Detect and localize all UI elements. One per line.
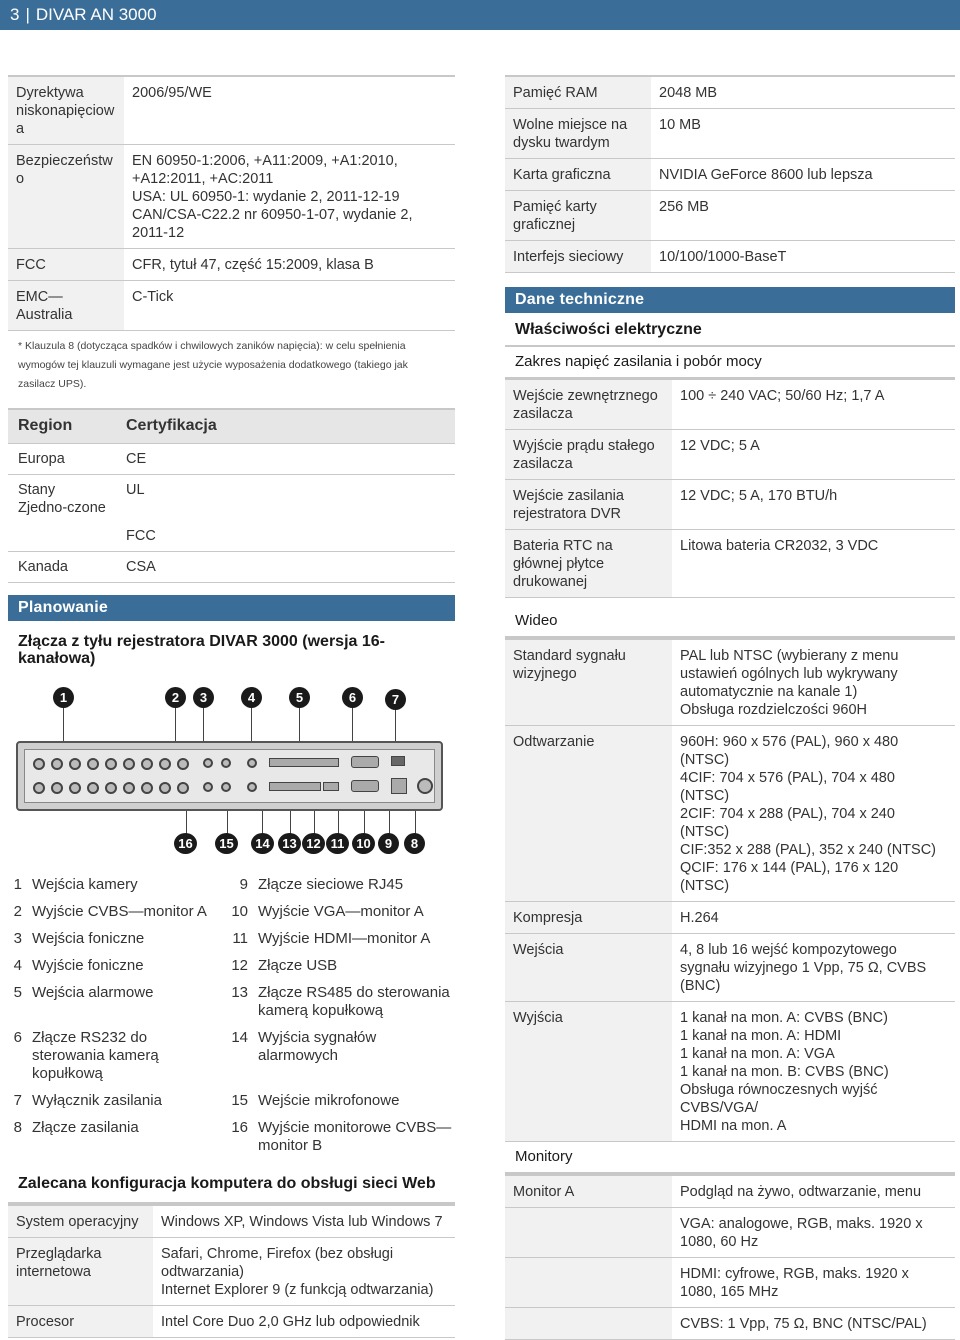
spec-value: Windows XP, Windows Vista lub Windows 7 [153, 1205, 455, 1238]
legend-number: 7 [13, 1091, 22, 1109]
table-header-row [8, 409, 455, 443]
power-connector-icon [417, 778, 433, 794]
region-cell: Kanada [8, 551, 116, 582]
spec-value: 256 MB [651, 191, 955, 241]
legend-row [8, 1026, 455, 1089]
spec-key: Odtwarzanie [505, 726, 672, 902]
spec-value: 10 MB [651, 109, 955, 159]
table-row [505, 76, 955, 109]
bnc-connector-icon [51, 758, 63, 770]
cvbs-out-icon [177, 782, 189, 794]
legend-number: 15 [231, 1091, 248, 1109]
alarm-terminal-icon [269, 758, 339, 767]
page-number: 3 [10, 5, 20, 24]
bnc-connector-icon [33, 758, 45, 770]
callout-badge: 4 [241, 687, 262, 708]
bnc-connector-icon [123, 782, 135, 794]
callout-badge: 12 [302, 833, 325, 854]
bnc-connector-icon [51, 782, 63, 794]
spec-key: System operacyjny [8, 1205, 153, 1238]
spec-value: CVBS: 1 Vpp, 75 Ω, BNC (NTSC/PAL) [672, 1308, 955, 1340]
dvr-rear-panel [16, 741, 443, 811]
legend-text: Złącze sieciowe RJ45 [258, 875, 404, 893]
region-cell: Europa [8, 443, 116, 474]
audio-out-jack-icon [247, 758, 257, 768]
callout-badge: 11 [326, 833, 349, 854]
spec-key: Monitor A [505, 1175, 672, 1208]
callout-badge: 14 [251, 833, 274, 854]
spec-value: VGA: analogowe, RGB, maks. 1920 x 1080, 60 Hz [672, 1208, 955, 1258]
spec-key: Przeglądarka internetowa [8, 1237, 153, 1305]
legend-number: 16 [231, 1118, 248, 1136]
hdmi-port-icon [323, 782, 339, 791]
legend-text: Wyjście HDMI—monitor A [258, 929, 431, 947]
callout-badge: 8 [404, 833, 425, 854]
legend-number: 4 [13, 956, 22, 974]
table-row [8, 76, 455, 145]
spec-value: Intel Core Duo 2,0 GHz lub odpowiednik [153, 1305, 455, 1337]
legend-number: 9 [239, 875, 248, 893]
table-row [8, 443, 455, 474]
spec-value: PAL lub NTSC (wybierany z menu ustawień ogólnych lub wykrywany automatycznie na kanale 1) Obsługa rozdzielczości 960H [672, 639, 955, 726]
right-column [505, 75, 955, 1340]
legend-row [8, 900, 455, 927]
table-row [505, 159, 955, 191]
callout-badge: 9 [378, 833, 399, 854]
spec-key: Standard sygnału wizyjnego [505, 639, 672, 726]
spec-key: Wejście zewnętrznego zasilacza [505, 379, 672, 430]
audio-jack-icon [221, 782, 231, 792]
cvbs-out-icon [177, 758, 189, 770]
legend-number: 12 [231, 956, 248, 974]
spec-value: 4, 8 lub 16 wejść kompozytowego sygnału wizyjnego 1 Vpp, 75 Ω, CVBS (BNC) [672, 934, 955, 1002]
table-row [505, 530, 955, 598]
callout-badge: 5 [289, 687, 310, 708]
table-row [8, 281, 455, 331]
monitors-table [505, 1174, 955, 1340]
spec-value: H.264 [672, 902, 955, 934]
audio-jack-icon [203, 782, 213, 792]
compliance-table [8, 75, 455, 331]
legend-text: Wyjście foniczne [32, 956, 144, 974]
cert-cell [116, 474, 455, 551]
legend-row [8, 927, 455, 954]
callout-badge: 1 [53, 687, 74, 708]
cert-cell: CE [116, 443, 455, 474]
monitors-heading: Monitory [505, 1142, 955, 1174]
bnc-connector-icon [105, 782, 117, 794]
spec-key: Pamięć RAM [505, 76, 651, 109]
callout-badge: 3 [193, 687, 214, 708]
legend-number: 10 [231, 902, 248, 920]
rear-panel-diagram [8, 679, 455, 859]
legend-text: Wejście mikrofonowe [258, 1091, 400, 1109]
table-row [505, 191, 955, 241]
video-table [505, 638, 955, 1142]
spec-value: HDMI: cyfrowe, RGB, maks. 1920 x 1080, 165 MHz [672, 1258, 955, 1308]
spec-value: 2048 MB [651, 76, 955, 109]
column-header-certification: Certyfikacja [116, 409, 455, 443]
spec-value: Litowa bateria CR2032, 3 VDC [672, 530, 955, 598]
spec-key: Pamięć karty graficznej [505, 191, 651, 241]
power-table [505, 378, 955, 598]
spec-key: Wolne miejsce na dysku twardym [505, 109, 651, 159]
spec-value: 12 VDC; 5 A [672, 430, 955, 480]
spec-key: Kompresja [505, 902, 672, 934]
bnc-connector-icon [141, 782, 153, 794]
table-row [505, 1002, 955, 1142]
legend-row [8, 1089, 455, 1116]
legend-row [8, 873, 455, 900]
legend-text: Złącze zasilania [32, 1118, 139, 1136]
table-row [505, 1175, 955, 1208]
table-row [505, 1208, 955, 1258]
spec-key: Wyjścia [505, 1002, 672, 1142]
spec-value: 10/100/1000-BaseT [651, 241, 955, 273]
legend-text: Wyjście CVBS—monitor A [32, 902, 207, 920]
alarm-terminal-icon [269, 782, 321, 791]
spec-key: Dyrektywa niskonapięciow a [8, 76, 124, 145]
planning-heading: Planowanie [8, 595, 455, 621]
footnote: * Klauzula 8 (dotycząca spadków i chwilowych zaników napięcia): w celu spełnienia wymogów tej klauzuli wymagane jest użycie wyposażenia dodatkowego (takiego jak zasilacz UPS). [18, 340, 408, 390]
certification-table [8, 408, 455, 583]
region-label: Stany Zjedno-czone [18, 481, 106, 516]
bnc-connector-icon [69, 782, 81, 794]
audio-jack-icon [221, 758, 231, 768]
connector-legend [8, 873, 455, 1161]
table-row [505, 430, 955, 480]
legend-number: 3 [13, 929, 22, 947]
legend-text: Wyjścia sygnałów alarmowych [258, 1028, 377, 1064]
connectors-title: Złącza z tyłu rejestratora DIVAR 3000 (wersja 16-kanałowa) [18, 632, 385, 667]
callout-badge: 15 [215, 833, 238, 854]
table-row [505, 109, 955, 159]
legend-text: Wyjście VGA—monitor A [258, 902, 424, 920]
bnc-connector-icon [159, 758, 171, 770]
rs232-port-icon [351, 756, 379, 768]
legend-text: Wejścia kamery [32, 875, 138, 893]
page-header: 3 | DIVAR AN 3000 [0, 0, 960, 30]
cert-cell: CSA [116, 551, 455, 582]
callout-badge: 16 [174, 833, 197, 854]
callout-badge: 10 [352, 833, 375, 854]
web-config-title: Zalecana konfiguracja komputera do obsługi sieci Web [8, 1175, 455, 1204]
table-row [8, 474, 455, 551]
spec-key: Wyjście prądu stałego zasilacza [505, 430, 672, 480]
table-row [505, 934, 955, 1002]
video-heading: Wideo [505, 606, 955, 638]
column-header-region: Region [8, 409, 116, 443]
power-switch-icon [391, 756, 405, 766]
legend-number: 8 [13, 1118, 22, 1136]
legend-number: 5 [13, 983, 22, 1001]
callout-badge: 7 [385, 689, 406, 710]
left-column [8, 75, 455, 1338]
legend-number: 11 [232, 929, 248, 947]
table-row [505, 480, 955, 530]
spec-value: Safari, Chrome, Firefox (bez obsługi odtwarzania) Internet Explorer 9 (z funkcją odtwarzania) [153, 1237, 455, 1305]
audio-jack-icon [203, 758, 213, 768]
legend-row [8, 981, 455, 1026]
legend-number: 14 [231, 1028, 248, 1046]
spec-key: Bateria RTC na głównej płytce drukowanej [505, 530, 672, 598]
callout-badge: 6 [342, 687, 363, 708]
legend-text: Wyłącznik zasilania [32, 1091, 162, 1109]
spec-value: Podgląd na żywo, odtwarzanie, menu [672, 1175, 955, 1208]
legend-row [8, 954, 455, 981]
bnc-connector-icon [105, 758, 117, 770]
product-name: DIVAR AN 3000 [35, 5, 157, 24]
spec-value: 960H: 960 x 576 (PAL), 960 x 480 (NTSC) 4CIF: 704 x 576 (PAL), 704 x 480 (NTSC) 2CIF: 704 x 288 (PAL), 704 x 240 (NTSC) CIF:352 x 288 (PAL), 352 x 240 (NTSC) QCIF: 176 x 144 (PAL), 176 x 120 (NTSC) [672, 726, 955, 902]
bnc-connector-icon [159, 782, 171, 794]
mic-jack-icon [247, 782, 257, 792]
spec-key: Wejście zasilania rejestratora DVR [505, 480, 672, 530]
spec-value: 100 ÷ 240 VAC; 50/60 Hz; 1,7 A [672, 379, 955, 430]
rj45-port-icon [391, 778, 407, 794]
callout-badge: 2 [165, 687, 186, 708]
table-row [8, 249, 455, 281]
table-row [505, 241, 955, 273]
bnc-connector-icon [69, 758, 81, 770]
legend-row [8, 1116, 455, 1161]
spec-key: Karta graficzna [505, 159, 651, 191]
web-config-table [8, 1204, 455, 1338]
region-cell [8, 474, 116, 551]
spec-key: FCC [8, 249, 124, 281]
legend-text: Wyjście monitorowe CVBS—monitor B [258, 1118, 452, 1154]
bnc-connector-icon [87, 782, 99, 794]
table-row [505, 902, 955, 934]
table-row [505, 1258, 955, 1308]
pc-spec-table [505, 75, 955, 273]
table-row [505, 379, 955, 430]
table-row [8, 1205, 455, 1238]
callout-badge: 13 [278, 833, 301, 854]
spec-key: Wejścia [505, 934, 672, 1002]
tech-data-heading: Dane techniczne [505, 287, 955, 313]
table-row [505, 1308, 955, 1340]
table-row [8, 551, 455, 582]
spec-value: 2006/95/WE [124, 76, 455, 145]
vga-port-icon [351, 780, 379, 792]
spec-value: 12 VDC; 5 A, 170 BTU/h [672, 480, 955, 530]
spec-value: NVIDIA GeForce 8600 lub lepsza [651, 159, 955, 191]
table-row [8, 1237, 455, 1305]
table-row [505, 639, 955, 726]
legend-number: 1 [13, 875, 22, 893]
spec-value: CFR, tytuł 47, część 15:2009, klasa B [124, 249, 455, 281]
table-row [505, 726, 955, 902]
spec-key: Procesor [8, 1305, 153, 1337]
cert-item: FCC [126, 527, 156, 544]
spec-value: EN 60950-1:2006, +A11:2009, +A1:2010, +A12:2011, +AC:2011 USA: UL 60950-1: wydanie 2, 2011-12-19 CAN/CSA-C22.2 nr 60950-1-07, wydanie 2, 2011-12 [124, 145, 455, 249]
cert-item: UL [126, 481, 145, 498]
electrical-heading: Właściwości elektryczne [505, 313, 955, 347]
bnc-connector-icon [123, 758, 135, 770]
legend-text: Wejścia alarmowe [32, 983, 154, 1001]
power-heading: Zakres napięć zasilania i pobór mocy [505, 347, 955, 378]
bnc-connector-icon [33, 782, 45, 794]
legend-text: Wejścia foniczne [32, 929, 145, 947]
table-row [8, 1305, 455, 1337]
spec-key: EMC—Australia [8, 281, 124, 331]
legend-text: Złącze RS232 do sterowania kamerą kopułkową [32, 1028, 159, 1082]
table-row [8, 145, 455, 249]
bnc-connector-icon [87, 758, 99, 770]
legend-number: 6 [13, 1028, 22, 1046]
legend-text: Złącze RS485 do sterowania kamerą kopułkową [258, 983, 450, 1019]
spec-key: Interfejs sieciowy [505, 241, 651, 273]
legend-text: Złącze USB [258, 956, 338, 974]
bnc-connector-icon [141, 758, 153, 770]
legend-number: 2 [13, 902, 22, 920]
spec-key: Bezpieczeństw o [8, 145, 124, 249]
legend-number: 13 [231, 983, 248, 1001]
spec-value: C-Tick [124, 281, 455, 331]
spec-value: 1 kanał na mon. A: CVBS (BNC) 1 kanał na mon. A: HDMI 1 kanał na mon. A: VGA 1 kanał na mon. B: CVBS (BNC) Obsługa równoczesnych wyjść CVBS/VGA/ HDMI na mon. A [672, 1002, 955, 1142]
